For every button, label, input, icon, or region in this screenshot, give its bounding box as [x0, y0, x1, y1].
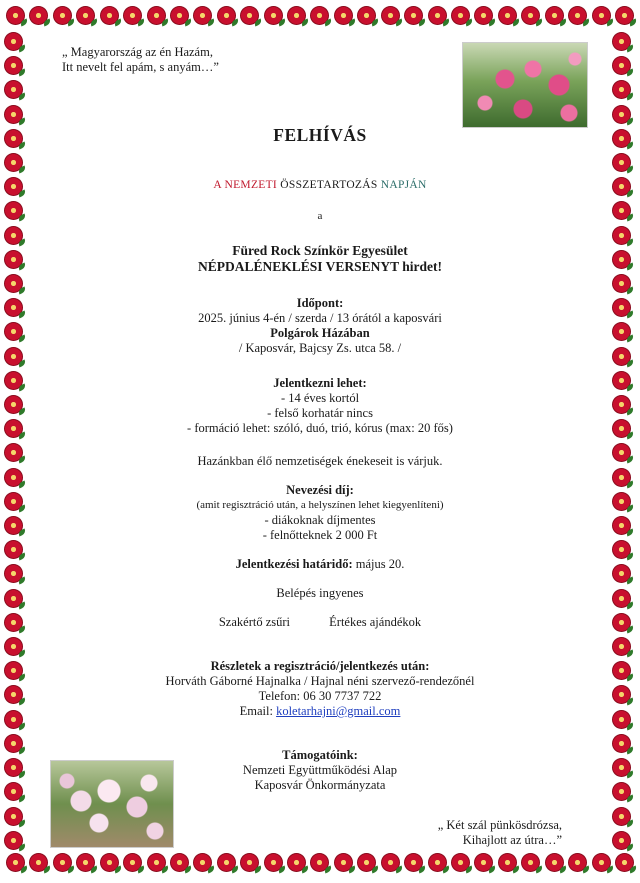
rose-border-icon	[264, 853, 283, 872]
rose-border-icon	[521, 853, 540, 872]
rose-border-icon	[612, 80, 631, 99]
rose-border-icon	[612, 129, 631, 148]
fee-heading: Nevezési díj:	[286, 483, 354, 497]
nationalities-note: Hazánkban élő nemzetiségek énekeseit is várjuk.	[197, 454, 443, 468]
rose-border-icon	[240, 6, 259, 25]
opening-quote-line: Itt nevelt fel apám, s anyám…”	[62, 60, 219, 74]
rose-border-icon	[612, 250, 631, 269]
fee-note: (amit regisztráció után, a helyszínen lehet kiegyenlíteni)	[196, 499, 444, 511]
rose-border-icon	[357, 853, 376, 872]
rose-border-icon	[310, 6, 329, 25]
rose-border-icon	[612, 347, 631, 366]
floral-border-bottom	[6, 853, 634, 877]
sponsor-item: Kaposvár Önkormányzata	[254, 778, 386, 792]
rose-border-icon	[612, 710, 631, 729]
rose-border-icon	[612, 637, 631, 656]
rose-border-icon	[123, 853, 142, 872]
rose-border-icon	[4, 637, 23, 656]
rose-border-icon	[310, 853, 329, 872]
contact-person: Horváth Gáborné Hajnalka / Hajnal néni szervező-rendezőnél	[165, 674, 475, 688]
rose-border-icon	[612, 298, 631, 317]
rose-border-icon	[4, 685, 23, 704]
rose-border-icon	[615, 853, 634, 872]
rose-border-icon	[29, 6, 48, 25]
rose-border-icon	[170, 853, 189, 872]
rose-border-icon	[4, 250, 23, 269]
rose-border-icon	[568, 6, 587, 25]
rose-border-icon	[4, 492, 23, 511]
rose-border-icon	[612, 468, 631, 487]
rose-border-icon	[4, 177, 23, 196]
rose-border-icon	[53, 853, 72, 872]
rose-border-icon	[357, 6, 376, 25]
rose-border-icon	[612, 540, 631, 559]
sponsors-heading: Támogatóink:	[282, 748, 358, 762]
rose-border-icon	[615, 6, 634, 25]
eligibility-item: - 14 éves kortól	[280, 391, 360, 405]
rose-border-icon	[76, 6, 95, 25]
rose-border-icon	[428, 6, 447, 25]
contact-phone: Telefon: 06 30 7737 722	[258, 689, 382, 703]
occasion-line	[60, 178, 580, 193]
occasion-word: A NEMZETI	[213, 179, 278, 191]
contact-email-line	[60, 704, 580, 719]
date-line: 2025. június 4-én / szerda / 13 órától a kaposvári	[198, 311, 442, 325]
rose-border-icon	[4, 710, 23, 729]
rose-border-icon	[612, 661, 631, 680]
rose-border-icon	[612, 419, 631, 438]
white-peony-photo	[50, 760, 174, 848]
contact-section	[60, 659, 580, 719]
eligibility-item: - felső korhatár nincs	[267, 406, 373, 420]
rose-border-icon	[76, 853, 95, 872]
organizer-name: Füred Rock Színkör Egyesület	[232, 243, 408, 258]
rose-border-icon	[334, 6, 353, 25]
rose-border-icon	[612, 589, 631, 608]
opening-quote-line: „ Magyarország az én Hazám,	[62, 45, 213, 59]
sponsor-item: Nemzeti Együttműködési Alap	[242, 763, 398, 777]
rose-border-icon	[147, 6, 166, 25]
rose-border-icon	[4, 201, 23, 220]
rose-border-icon	[612, 177, 631, 196]
organizer-block	[60, 243, 580, 275]
rose-border-icon	[612, 322, 631, 341]
rose-border-icon	[612, 758, 631, 777]
rose-border-icon	[474, 6, 493, 25]
rose-border-icon	[612, 153, 631, 172]
rose-border-icon	[100, 6, 119, 25]
rose-border-icon	[451, 853, 470, 872]
occasion-word: NAPJÁN	[380, 179, 427, 191]
rose-border-icon	[404, 6, 423, 25]
rose-border-icon	[612, 516, 631, 535]
rose-border-icon	[4, 80, 23, 99]
rose-border-icon	[287, 6, 306, 25]
rose-border-icon	[568, 853, 587, 872]
rose-border-icon	[474, 853, 493, 872]
rose-border-icon	[123, 6, 142, 25]
rose-border-icon	[612, 782, 631, 801]
rose-border-icon	[612, 831, 631, 850]
rose-border-icon	[100, 853, 119, 872]
rose-border-icon	[521, 6, 540, 25]
free-entry-line: Belépés ingyenes	[276, 586, 364, 600]
eligibility-heading: Jelentkezni lehet:	[273, 376, 367, 390]
deadline-line	[60, 557, 580, 572]
rose-border-icon	[4, 807, 23, 826]
date-heading: Időpont:	[296, 296, 344, 310]
contact-heading: Részletek a regisztráció/jelentkezés után:	[210, 659, 430, 673]
rose-border-icon	[53, 6, 72, 25]
rose-border-icon	[264, 6, 283, 25]
rose-border-icon	[4, 322, 23, 341]
rose-border-icon	[4, 782, 23, 801]
jury-prizes-line	[60, 615, 580, 630]
rose-border-icon	[240, 853, 259, 872]
rose-border-icon	[4, 298, 23, 317]
rose-border-icon	[612, 395, 631, 414]
rose-border-icon	[4, 831, 23, 850]
prizes-text: Értékes ajándékok	[329, 615, 422, 629]
rose-border-icon	[612, 685, 631, 704]
rose-border-icon	[4, 589, 23, 608]
eligibility-section	[60, 376, 580, 436]
email-label: Email:	[239, 704, 277, 718]
rose-border-icon	[6, 853, 25, 872]
rose-border-icon	[4, 468, 23, 487]
rose-border-icon	[4, 153, 23, 172]
rose-border-icon	[451, 6, 470, 25]
rose-border-icon	[4, 32, 23, 51]
rose-border-icon	[498, 853, 517, 872]
rose-border-icon	[147, 853, 166, 872]
closing-quote-line: Kihajlott az útra…”	[462, 833, 562, 847]
rose-border-icon	[4, 758, 23, 777]
fee-item: - felnőtteknek 2 000 Ft	[262, 528, 378, 542]
rose-border-icon	[4, 734, 23, 753]
rose-border-icon	[4, 371, 23, 390]
rose-border-icon	[498, 6, 517, 25]
rose-border-icon	[4, 274, 23, 293]
floral-border-right	[612, 32, 636, 850]
floral-border-top	[6, 6, 634, 30]
floral-border-left	[4, 32, 28, 850]
pink-peony-photo	[462, 42, 588, 128]
rose-border-icon	[612, 226, 631, 245]
rose-border-icon	[4, 613, 23, 632]
rose-border-icon	[612, 807, 631, 826]
rose-border-icon	[6, 6, 25, 25]
occasion-word: ÖSSZETARTOZÁS	[280, 179, 378, 191]
date-section	[60, 296, 580, 356]
rose-border-icon	[612, 371, 631, 390]
deadline-value: május 20.	[352, 557, 405, 571]
fee-section	[60, 483, 580, 543]
rose-border-icon	[4, 540, 23, 559]
venue-address: / Kaposvár, Bajcsy Zs. utca 58. /	[238, 341, 402, 355]
rose-border-icon	[612, 105, 631, 124]
rose-border-icon	[612, 274, 631, 293]
rose-border-icon	[404, 853, 423, 872]
rose-border-icon	[4, 661, 23, 680]
page-title: FELHÍVÁS	[273, 125, 367, 145]
rose-border-icon	[4, 564, 23, 583]
connector-word: a	[317, 210, 323, 222]
rose-border-icon	[545, 853, 564, 872]
rose-border-icon	[381, 6, 400, 25]
closing-quote-line: „ Két szál pünkösdrózsa,	[437, 818, 562, 832]
rose-border-icon	[612, 56, 631, 75]
fee-item: - diákoknak díjmentes	[264, 513, 376, 527]
opening-quote	[62, 45, 219, 75]
closing-quote	[438, 818, 562, 848]
deadline-label: Jelentkezési határidő:	[235, 557, 353, 571]
rose-border-icon	[4, 226, 23, 245]
rose-border-icon	[4, 443, 23, 462]
rose-border-icon	[4, 516, 23, 535]
rose-border-icon	[170, 6, 189, 25]
rose-border-icon	[29, 853, 48, 872]
rose-border-icon	[4, 56, 23, 75]
rose-border-icon	[4, 347, 23, 366]
rose-border-icon	[545, 6, 564, 25]
eligibility-item: - formáció lehet: szóló, duó, trió, kórus (max: 20 fős)	[187, 421, 453, 435]
rose-border-icon	[592, 853, 611, 872]
announcement: NÉPDALÉNEKLÉSI VERSENYT hirdet!	[197, 259, 443, 274]
rose-border-icon	[612, 613, 631, 632]
rose-border-icon	[612, 564, 631, 583]
rose-border-icon	[612, 734, 631, 753]
rose-border-icon	[428, 853, 447, 872]
rose-border-icon	[612, 201, 631, 220]
rose-border-icon	[4, 129, 23, 148]
rose-border-icon	[217, 6, 236, 25]
rose-border-icon	[592, 6, 611, 25]
jury-text: Szakértő zsűri	[218, 615, 291, 629]
rose-border-icon	[193, 6, 212, 25]
rose-border-icon	[193, 853, 212, 872]
rose-border-icon	[4, 419, 23, 438]
rose-border-icon	[217, 853, 236, 872]
rose-border-icon	[287, 853, 306, 872]
rose-border-icon	[612, 32, 631, 51]
rose-border-icon	[4, 395, 23, 414]
email-link[interactable]: koletarhajni@gmail.com	[276, 704, 401, 718]
rose-border-icon	[612, 443, 631, 462]
rose-border-icon	[381, 853, 400, 872]
rose-border-icon	[4, 105, 23, 124]
rose-border-icon	[334, 853, 353, 872]
venue-name: Polgárok Házában	[270, 326, 370, 340]
rose-border-icon	[612, 492, 631, 511]
